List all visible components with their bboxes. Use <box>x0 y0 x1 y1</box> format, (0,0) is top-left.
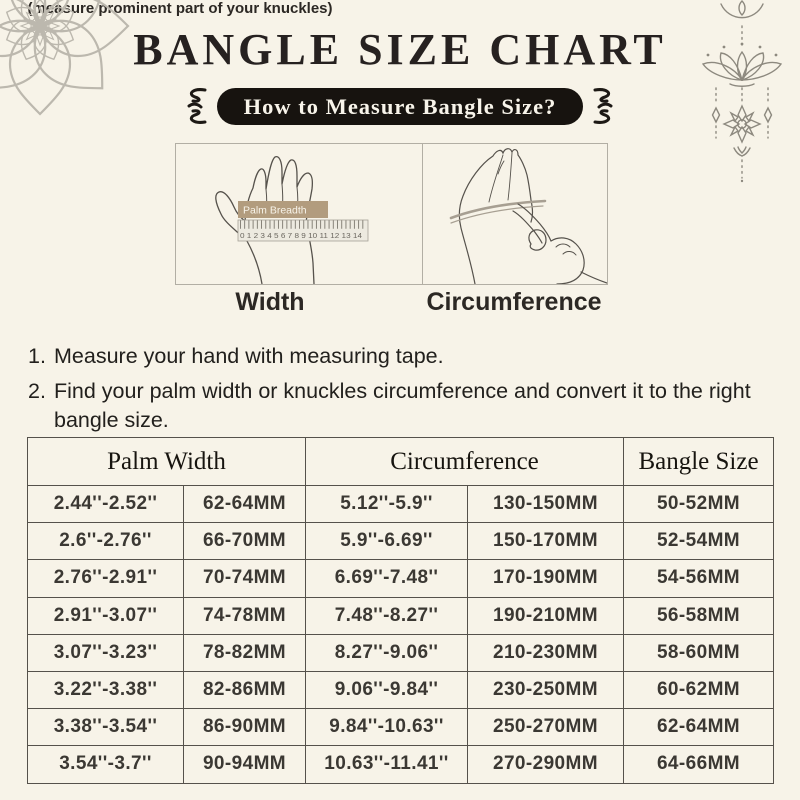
table-cell: 52-54MM <box>624 523 774 560</box>
table-cell: 190-210MM <box>468 597 624 634</box>
table-row <box>28 746 774 783</box>
table-cell: 58-60MM <box>624 634 774 671</box>
step-text: Find your palm width or knuckles circumference and convert it to the right bangle size. <box>54 379 751 432</box>
table-row <box>28 486 774 523</box>
table-cell: 70-74MM <box>184 560 306 597</box>
measuring-illustrations <box>175 143 608 285</box>
circumference-note: (measure prominent part of your knuckles) <box>27 0 333 17</box>
table-cell: 2.6''-2.76'' <box>28 523 184 560</box>
ruler <box>238 220 368 241</box>
table-row <box>28 709 774 746</box>
table-header-row <box>28 438 774 486</box>
header-circumference: Circumference <box>306 438 624 486</box>
table-cell: 62-64MM <box>624 709 774 746</box>
step-number: 1. <box>28 344 46 368</box>
width-caption: Width <box>235 288 305 316</box>
circumference-illustration <box>422 143 608 285</box>
table-cell: 64-66MM <box>624 746 774 783</box>
page-title: BANGLE SIZE CHART <box>133 25 667 74</box>
table-cell: 2.76''-2.91'' <box>28 560 184 597</box>
table-cell: 60-62MM <box>624 671 774 708</box>
table-cell: 86-90MM <box>184 709 306 746</box>
table-cell: 56-58MM <box>624 597 774 634</box>
table-row <box>28 560 774 597</box>
table-cell: 10.63''-11.41'' <box>306 746 468 783</box>
table-cell: 3.22''-3.38'' <box>28 671 184 708</box>
header-bangle-size: Bangle Size <box>624 438 774 486</box>
table-cell: 66-70MM <box>184 523 306 560</box>
table-cell: 9.06''-9.84'' <box>306 671 468 708</box>
table-cell: 210-230MM <box>468 634 624 671</box>
table-cell: 78-82MM <box>184 634 306 671</box>
table-cell: 5.12''-5.9'' <box>306 486 468 523</box>
table-cell: 130-150MM <box>468 486 624 523</box>
table-cell: 3.38''-3.54'' <box>28 709 184 746</box>
table-row <box>28 671 774 708</box>
table-cell: 170-190MM <box>468 560 624 597</box>
ruler-scale: 0 1 2 3 4 5 6 7 8 9 10 11 12 13 14 <box>240 233 363 240</box>
instruction-step-2 <box>28 377 754 434</box>
table-cell: 50-52MM <box>624 486 774 523</box>
table-cell: 150-170MM <box>468 523 624 560</box>
circumference-caption: Circumference <box>426 288 602 316</box>
palm-breadth-tag <box>238 201 328 218</box>
instruction-step-1 <box>28 342 754 370</box>
table-cell: 6.69''-7.48'' <box>306 560 468 597</box>
how-to-measure-pill: How to Measure Bangle Size? <box>217 88 584 125</box>
table-cell: 250-270MM <box>468 709 624 746</box>
palm-breadth-label: Palm Breadth <box>243 204 307 217</box>
table-cell: 7.48''-8.27'' <box>306 597 468 634</box>
table-cell: 90-94MM <box>184 746 306 783</box>
palm-width-illustration <box>175 143 423 285</box>
table-cell: 270-290MM <box>468 746 624 783</box>
flourish-right-icon <box>591 86 619 126</box>
table-cell: 54-56MM <box>624 560 774 597</box>
flourish-left-icon <box>181 86 209 126</box>
step-number: 2. <box>28 379 46 404</box>
table-row <box>28 634 774 671</box>
table-cell: 5.9''-6.69'' <box>306 523 468 560</box>
table-cell: 9.84''-10.63'' <box>306 709 468 746</box>
bangle-size-table <box>27 437 774 784</box>
table-cell: 2.44''-2.52'' <box>28 486 184 523</box>
table-cell: 2.91''-3.07'' <box>28 597 184 634</box>
table-cell: 74-78MM <box>184 597 306 634</box>
table-row <box>28 597 774 634</box>
table-cell: 3.07''-3.23'' <box>28 634 184 671</box>
table-cell: 8.27''-9.06'' <box>306 634 468 671</box>
table-row <box>28 523 774 560</box>
subtitle-row <box>0 86 800 126</box>
header-palm-width: Palm Width <box>28 438 306 486</box>
table-cell: 62-64MM <box>184 486 306 523</box>
table-cell: 230-250MM <box>468 671 624 708</box>
step-text: Measure your hand with measuring tape. <box>54 344 444 368</box>
instructions-list <box>28 342 754 441</box>
table-cell: 3.54''-3.7'' <box>28 746 184 783</box>
table-cell: 82-86MM <box>184 671 306 708</box>
